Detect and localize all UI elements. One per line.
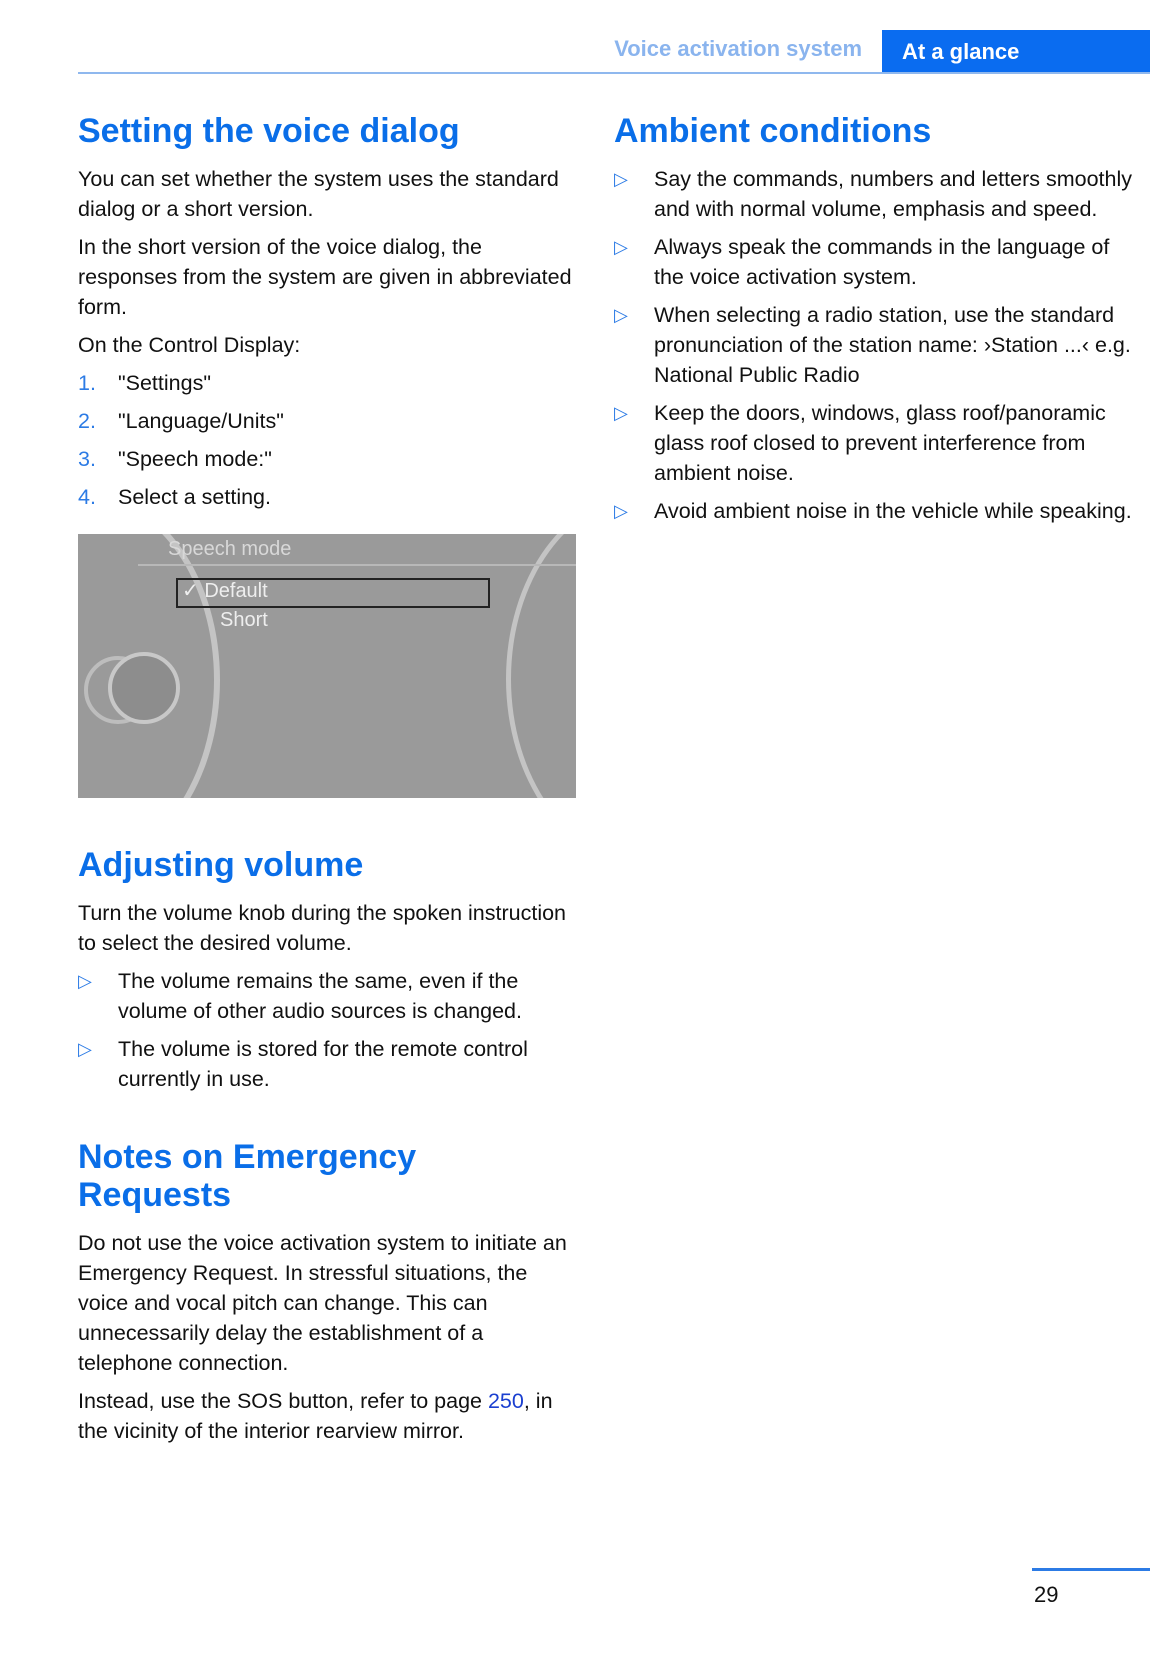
display-arc-decoration <box>506 534 576 798</box>
bullet-item <box>614 398 1134 488</box>
step-number: 1. <box>78 371 96 395</box>
screen-title: Speech mode <box>168 538 292 560</box>
paragraph: Turn the volume knob during the spoken instruction to select the desired volume. <box>78 901 567 955</box>
step-item <box>78 444 578 474</box>
bullet-item <box>614 496 1134 526</box>
triangle-bullet-icon: ▷ <box>614 501 628 521</box>
paragraph: Do not use the voice activation system to initiate an Emergency Request. In stressful situations, the voice and vocal pitch can change. This can unnecessarily delay the establishment of a telephone connection. <box>78 1231 567 1375</box>
volume-bullets <box>78 966 578 1094</box>
step-item <box>78 482 578 512</box>
triangle-bullet-icon: ▷ <box>614 237 628 257</box>
page-number: 29 <box>1034 1582 1059 1607</box>
footer-rule <box>1032 1568 1150 1571</box>
triangle-bullet-icon: ▷ <box>78 1039 92 1059</box>
bullet-text: Always speak the commands in the language of the voice activation system. <box>654 235 1110 289</box>
bullet-item <box>614 300 1134 390</box>
triangle-bullet-icon: ▷ <box>614 403 628 423</box>
control-display-screenshot <box>78 534 576 798</box>
step-item <box>78 406 578 436</box>
triangle-bullet-icon: ▷ <box>614 169 628 189</box>
step-number: 2. <box>78 409 96 433</box>
heading-ambient-conditions: Ambient conditions <box>614 112 932 150</box>
ambient-bullets <box>614 164 1134 526</box>
step-text: "Settings" <box>118 371 211 395</box>
text: , in the vicinity of the interior rearview mirror. <box>78 1389 553 1443</box>
paragraph: On the Control Display: <box>78 333 301 357</box>
bullet-item <box>614 232 1134 292</box>
bullet-item <box>614 164 1134 224</box>
step-text: "Speech mode:" <box>118 447 272 471</box>
heading-adjusting-volume: Adjusting volume <box>78 846 364 884</box>
controller-knob-icon <box>108 652 180 724</box>
heading-emergency-requests: Notes on Emergency Requests <box>78 1138 417 1214</box>
header-section-title: Voice activation system <box>614 36 862 61</box>
bullet-text: The volume remains the same, even if the volume of other audio sources is changed. <box>118 969 522 1023</box>
header-tab: At a glance <box>882 30 1150 74</box>
bullet-text: When selecting a radio station, use the standard pronunciation of the station name: ›Station ...‹ e.g. National Public Radio <box>654 303 1131 387</box>
text: Instead, use the SOS button, refer to page <box>78 1389 488 1413</box>
step-text: Select a setting. <box>118 485 271 509</box>
header-rule <box>78 72 1150 74</box>
bullet-item <box>78 966 578 1026</box>
left-column <box>78 112 578 1454</box>
step-text: "Language/Units" <box>118 409 284 433</box>
bullet-text: Keep the doors, windows, glass roof/panoramic glass roof closed to prevent interference from ambient noise. <box>654 401 1106 485</box>
step-number: 4. <box>78 485 96 509</box>
paragraph: You can set whether the system uses the standard dialog or a short version. <box>78 167 559 221</box>
bullet-item <box>78 1034 578 1094</box>
right-column <box>614 112 1134 534</box>
triangle-bullet-icon: ▷ <box>78 971 92 991</box>
option-default: ✓ Default <box>182 580 268 602</box>
screen-divider <box>138 564 576 566</box>
bullet-text: Avoid ambient noise in the vehicle while speaking. <box>654 499 1132 523</box>
step-item <box>78 368 578 398</box>
step-number: 3. <box>78 447 96 471</box>
bullet-text: The volume is stored for the remote control currently in use. <box>118 1037 528 1091</box>
paragraph <box>78 1386 578 1446</box>
heading-setting-voice-dialog: Setting the voice dialog <box>78 112 460 150</box>
triangle-bullet-icon: ▷ <box>614 305 628 325</box>
option-short: Short <box>220 609 268 631</box>
bullet-text: Say the commands, numbers and letters smoothly and with normal volume, emphasis and speed. <box>654 167 1132 221</box>
steps-list <box>78 368 578 512</box>
page-link[interactable]: 250 <box>487 1389 524 1413</box>
paragraph: In the short version of the voice dialog, the responses from the system are given in abbreviated form. <box>78 235 572 319</box>
